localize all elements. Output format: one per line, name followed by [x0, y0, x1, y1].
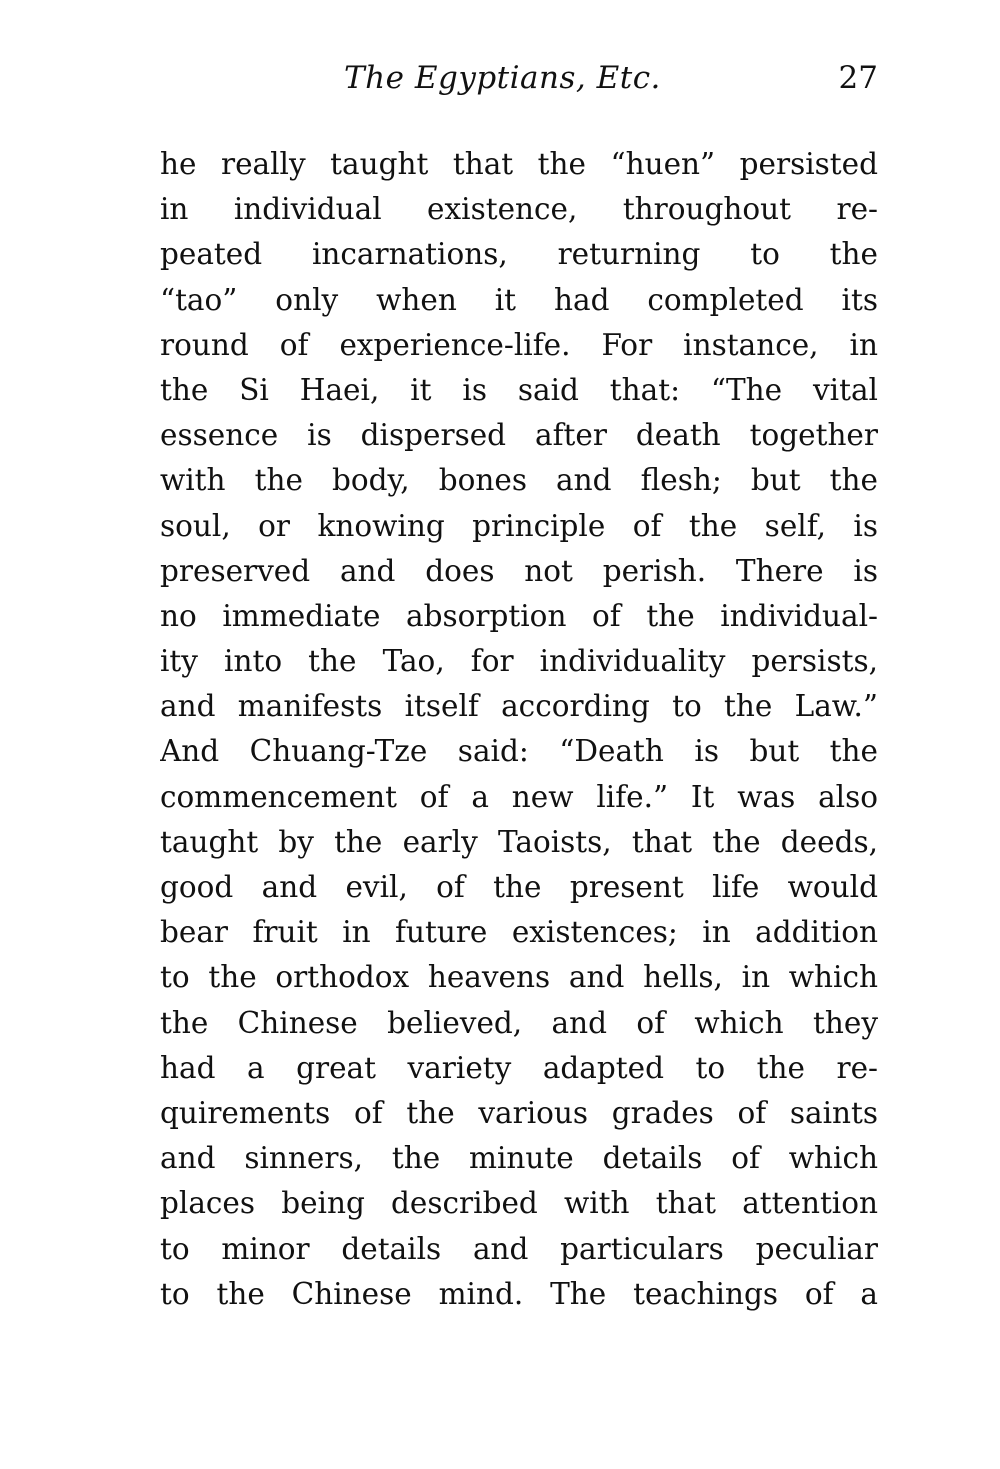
running-head — [160, 54, 878, 102]
text-line: “tao” only when it had completed its — [160, 282, 878, 317]
text-line: with the body, bones and flesh; but the — [160, 463, 878, 498]
text-line: soul, or knowing principle of the self, is — [160, 508, 878, 543]
text-line: essence is dispersed after death together — [160, 418, 878, 453]
text-line: in individual existence, throughout re- — [160, 192, 878, 227]
text-line: and manifests itself according to the Law.” — [160, 689, 878, 724]
body-text — [160, 142, 878, 1317]
text-line: to minor details and particulars peculiar — [160, 1231, 878, 1266]
text-line: the Si Haei, it is said that: “The vital — [160, 372, 878, 407]
text-line: he really taught that the “huen” persisted — [160, 147, 878, 181]
text-line: preserved and does not perish. There is — [160, 553, 878, 588]
text-line: taught by the early Taoists, that the deeds, — [160, 824, 878, 859]
text-line: no immediate absorption of the individual- — [160, 598, 878, 633]
text-line: commencement of a new life.” It was also — [160, 779, 878, 814]
text-line: to the Chinese mind. The teachings of a — [160, 1276, 878, 1311]
text-line: ity into the Tao, for individuality persists, — [160, 644, 878, 679]
page-number: 27 — [838, 60, 878, 96]
running-title: The Egyptians, Etc. — [344, 60, 661, 96]
text-line: the Chinese believed, and of which they — [160, 1005, 878, 1040]
text-line: to the orthodox heavens and hells, in which — [160, 960, 878, 995]
text-line: places being described with that attention — [160, 1186, 878, 1221]
text-line: good and evil, of the present life would — [160, 870, 878, 904]
text-line: and sinners, the minute details of which — [160, 1141, 878, 1176]
text-line: quirements of the various grades of saints — [160, 1095, 878, 1130]
text-line: And Chuang-Tze said: “Death is but the — [160, 734, 878, 769]
text-line: had a great variety adapted to the re- — [160, 1050, 878, 1085]
text-line: peated incarnations, returning to the — [160, 237, 878, 272]
text-line: round of experience-life. For instance, in — [160, 327, 878, 362]
text-line: bear fruit in future existences; in addition — [160, 915, 878, 950]
